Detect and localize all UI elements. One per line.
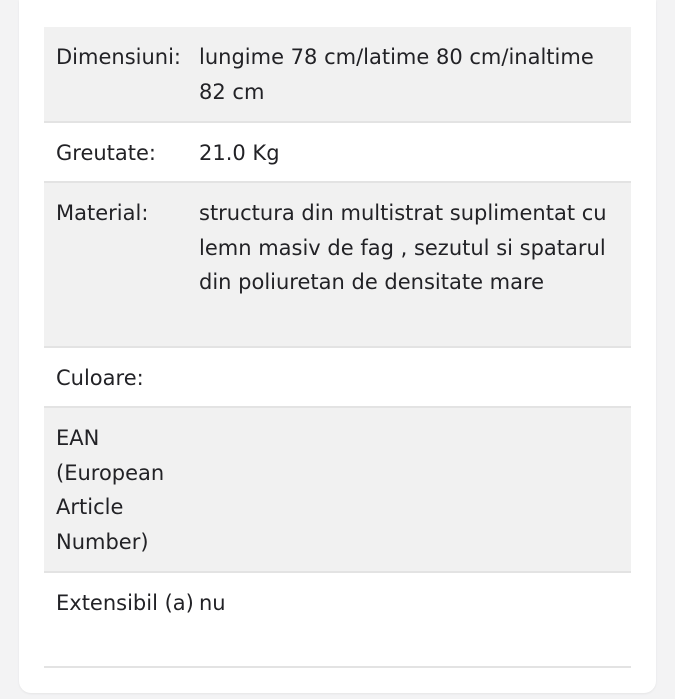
spec-row-color	[44, 348, 631, 408]
spec-row-ean	[44, 408, 631, 573]
spec-row-extensible	[44, 573, 631, 668]
spec-label: Extensibil (a)	[56, 591, 194, 615]
spec-label: Greutate:	[56, 141, 157, 165]
spec-label: Material:	[56, 201, 149, 225]
spec-value: lungime 78 cm/latime 80 cm/inaltime 82 cm	[199, 45, 594, 104]
spec-value	[199, 421, 631, 571]
spec-label: EAN (European Article Number)	[56, 426, 165, 554]
spec-row-dimensions	[44, 27, 631, 123]
spec-value: structura din multistrat suplimentat cu lemn masiv de fag , sezutul si spatarul din poliuretan de densitate mare	[199, 201, 607, 294]
spec-label: Culoare:	[56, 366, 144, 390]
spec-label: Dimensiuni:	[56, 45, 181, 69]
specs-table	[44, 27, 631, 668]
product-specs-card	[19, 0, 656, 693]
spec-value: nu	[199, 591, 226, 615]
spec-value	[199, 361, 631, 406]
spec-row-weight	[44, 123, 631, 183]
spec-row-material	[44, 183, 631, 348]
spec-value: 21.0 Kg	[199, 141, 280, 165]
